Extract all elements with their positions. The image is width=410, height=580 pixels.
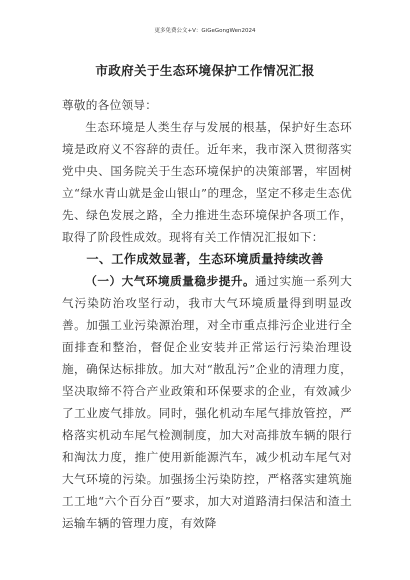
intro-paragraph: 生态环境是人类生存与发展的根基，保护好生态环境是政府义不容辞的责任。近年来，我市深入贯彻落实党中央、国务院关于生态环境保护的决策部署，牢固树立“绿水青山就是金山银山”的理念，坚定不移走生态优先、绿色发展之路，全力推进生态环境保护各项工作，取得了阶段性成效。现将有关工作情况汇报如下： [62, 120, 352, 244]
document-title: 市政府关于生态环境保护工作情况汇报 [95, 63, 315, 78]
section-1-1-heading: （一）大气环境质量稳步提升。 [85, 274, 256, 288]
header-note: 更多免费公文+V：GiGeGongWen2024 [154, 28, 256, 34]
section-1-1-body: 通过实施一系列大气污染防治攻坚行动，我市大气环境质量得到明显改善。加强工业污染源治理，对全市重点排污企业进行全面排查和整治，督促企业安装并正常运行污染治理设施，确保达标排放。加大对“散乱污”企业的清理力度，坚决取缔不符合产业政策和环保要求的企业，有效减少了工业废气排放。同时，强化机动车尾气排放管控，严格落实机动车尾气检测制度，加大对高排放车辆的限行和淘汰力度，推广使用新能源汽车，减少机动车尾气对大气环境的污染。加强扬尘污染防控，严格落实建筑施工工地“六个百分百”要求，加大对道路清扫保洁和渣土运输车辆的管理力度，有效降 [62, 274, 353, 530]
section-1-1-paragraph [62, 270, 352, 534]
salutation: 尊敬的各位领导： [62, 98, 158, 112]
section-heading-1: 一、工作成效显著，生态环境质量持续改善 [86, 252, 324, 266]
